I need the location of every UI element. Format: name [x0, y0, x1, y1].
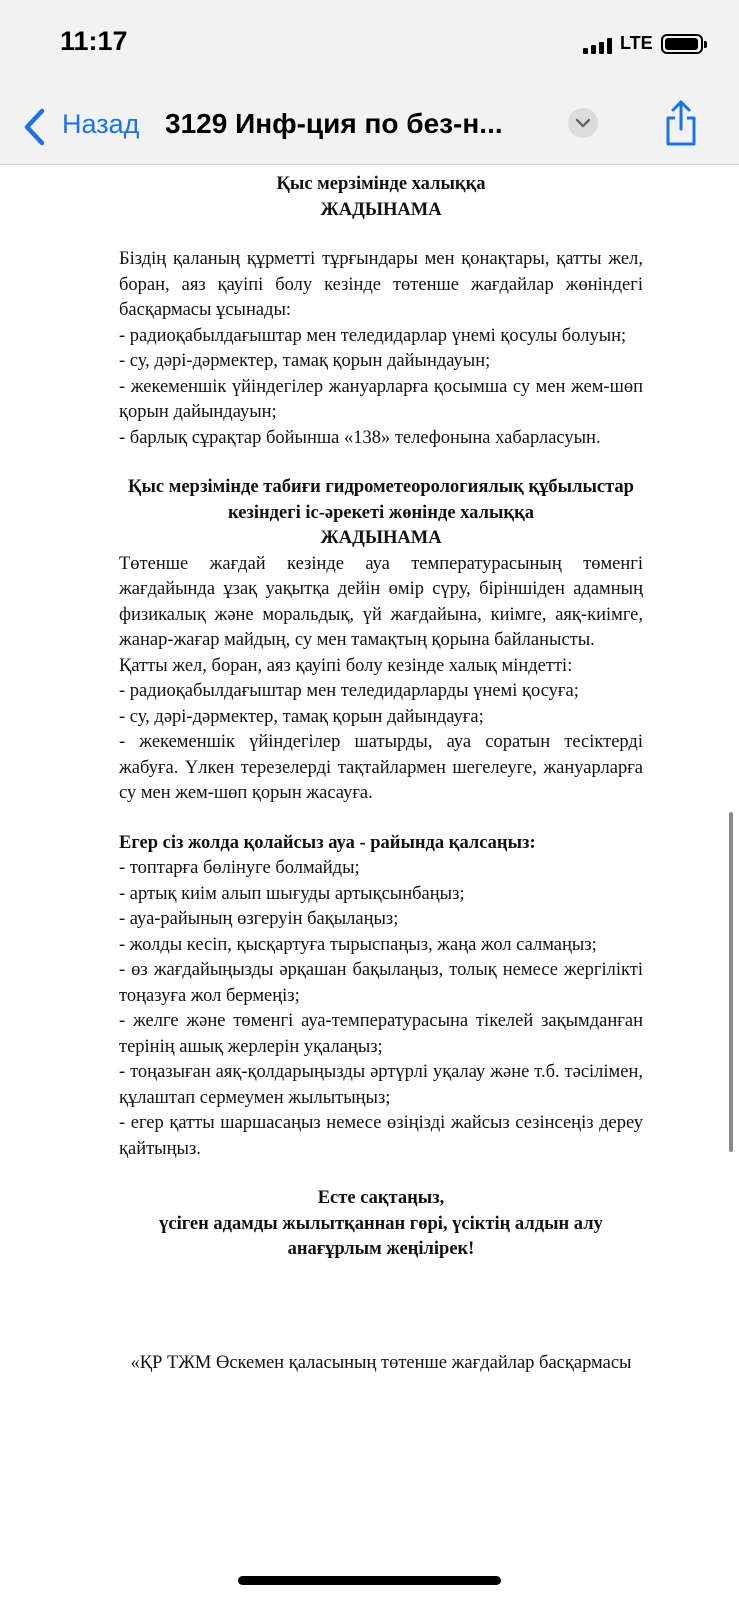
document-body: [119, 172, 643, 1376]
section2-paragraph: Төтенше жағдай кезінде ауа температурасының төменгі жағдайында ұзақ уақытқа дейін өмір сүру, біріншіден адамның физикалық және моральдық, үй жағдайына, киімге, аяқ-киімге, жанар-жағар майдың, су мен тамақтың қорына байланысты.: [119, 553, 643, 650]
list-item: - артық киім алып шығуды артықсынбаңыз;: [119, 883, 465, 904]
list-item: - барлық сұрақтар бойынша «138» телефонына хабарласуын.: [119, 427, 601, 448]
section1-title: Қыс мерзімінде халыққа: [276, 174, 486, 194]
status-time: 11:17: [60, 26, 128, 56]
list-item: - су, дәрі-дәрмектер, тамақ қорын дайындауын;: [119, 351, 491, 371]
list-item: - топтарға бөлінуге болмайды;: [119, 858, 360, 878]
list-item: - өз жағдайыңызды әрқашан бақылаңыз, толық немесе жергілікті тоңазуға жол бермеңіз;: [119, 960, 643, 1006]
list-item: - жекеменшік үйіндегілер шатырды, ауа соратын тесіктерді жабуға. Үлкен терезелерді тақтайлармен шегелеуге, жануарларға су мен жем-шөп қорын жасауға.: [119, 732, 643, 803]
home-indicator[interactable]: [238, 1576, 501, 1585]
list-item: - жекеменшік үйіндегілер жануарларға қосымша су мен жем-шөп қорын дайындауын;: [119, 376, 643, 422]
section1-subtitle: ЖАДЫНАМА: [320, 199, 442, 220]
list-item: - радиоқабылдағыштар мен теледидарлар үнемі қосулы болуын;: [119, 325, 627, 346]
reminder-heading: Есте сақтаңыз,: [317, 1188, 445, 1208]
section3-heading: Егер сіз жолда қолайсыз ауа - райында қалсаңыз:: [119, 832, 536, 853]
section2-title: Қыс мерзімінде табиғи гидрометеорологиялық құбылыстар кезіндегі іс-әрекеті жөнінде халыққа: [128, 477, 634, 523]
title-menu-button[interactable]: [568, 108, 598, 138]
network-type: LTE: [620, 33, 653, 53]
section2-subtitle: ЖАДЫНАМА: [320, 528, 442, 548]
list-item: - радиоқабылдағыштар мен теледидарларды үнемі қосуға;: [119, 681, 579, 701]
list-item: - желге және төменгі ауа-температурасына тікелей зақымданған терінің ашық жерлерін уқалаңыз;: [119, 1011, 643, 1057]
list-item: - су, дәрі-дәрмектер, тамақ қорын дайындауға;: [119, 706, 484, 727]
list-item: - тоңазыған аяқ-қолдарыңызды әртүрлі уқалау және т.б. тәсілімен, құлаштап сермеумен жылытыңыз;: [119, 1062, 643, 1108]
cellular-signal-icon: [583, 38, 615, 54]
list-item: - егер қатты шаршасаңыз немесе өзіңізді жайсыз сезінсеңіз дереу қайтыңыз.: [119, 1113, 643, 1159]
share-icon[interactable]: [662, 98, 700, 148]
battery-icon: [661, 34, 703, 54]
section2-paragraph: Қатты жел, боран, аяз қауіпі болу кезінде халық міндетті:: [119, 655, 573, 676]
signature: «ҚР ТЖМ Өскемен қаласының төтенше жағдайлар басқармасы: [130, 1352, 632, 1373]
back-button[interactable]: Назад: [62, 109, 140, 139]
document-title: 3129 Инф-ция по без-н...: [165, 108, 503, 139]
list-item: - жолды кесіп, қысқартуға тырыспаңыз, жаңа жол салмаңыз;: [119, 934, 597, 955]
chevron-down-icon: [576, 118, 590, 128]
reminder-text: үсіген адамды жылытқаннан гөрі, үсіктің алдын алу анағұрлым жеңілірек!: [159, 1213, 603, 1259]
scrollbar[interactable]: [729, 812, 733, 1152]
navigation-bar: [0, 92, 739, 165]
status-bar: [0, 0, 739, 92]
back-chevron-icon[interactable]: [22, 107, 48, 147]
list-item: - ауа-райының өзгеруін бақылаңыз;: [119, 909, 399, 929]
section1-intro: Біздің қаланың құрметті тұрғындары мен қонақтары, қатты жел, боран, аяз қауіпі болу кезінде төтенше жағдайлар жөніндегі басқармасы ұсынады:: [119, 249, 643, 320]
